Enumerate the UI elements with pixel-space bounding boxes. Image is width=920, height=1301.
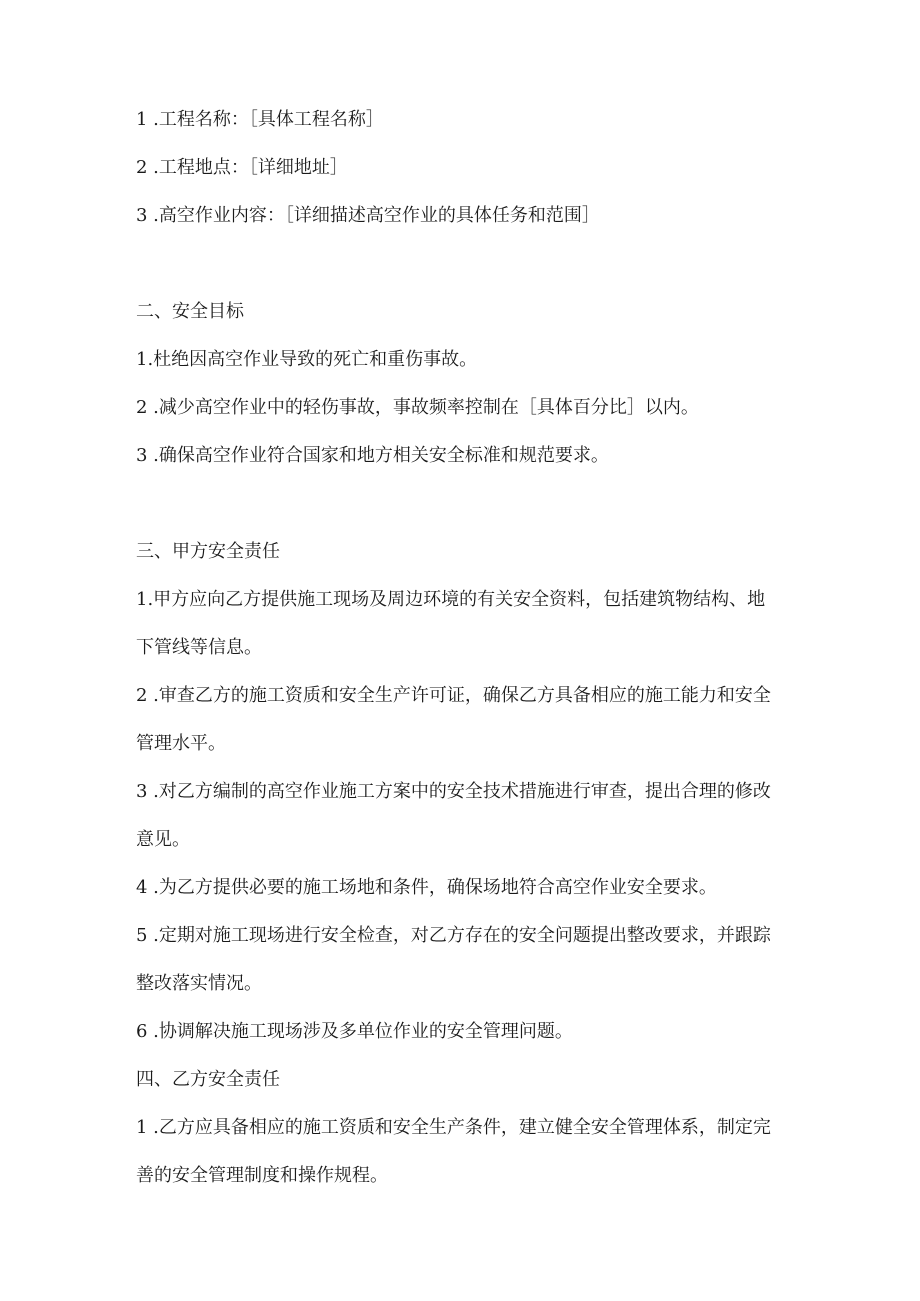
party-a-item: 4 .为乙方提供必要的施工场地和条件，确保场地符合高空作业安全要求。 [136,877,717,898]
work-content-item: 3 .高空作业内容：［详细描述高空作业的具体任务和范围］ [136,205,600,226]
section-heading-party-b: 四、乙方安全责任 [136,1069,280,1090]
party-a-item: 6 .协调解决施工现场涉及多单位作业的安全管理问题。 [136,1021,573,1042]
safety-goal-item: 3 .确保高空作业符合国家和地方相关安全标准和规范要求。 [136,445,609,466]
safety-goal-item: 1.杜绝因高空作业导致的死亡和重伤事故。 [136,349,478,370]
section-spacer [136,240,776,288]
section-heading-safety-goals: 二、安全目标 [136,301,244,322]
party-a-item: 1.甲方应向乙方提供施工现场及周边环境的有关安全资料，包括建筑物结构、地下管线等信息。 [136,589,766,658]
section-spacer [136,480,776,528]
project-name-item: 1 .工程名称：［具体工程名称］ [136,109,384,130]
party-a-item: 2 .审查乙方的施工资质和安全生产许可证，确保乙方具备相应的施工能力和安全管理水平。 [136,685,771,754]
party-a-item: 5 .定期对施工现场进行安全检查，对乙方存在的安全问题提出整改要求，并跟踪整改落实情况。 [136,925,771,994]
section-heading-party-a: 三、甲方安全责任 [136,541,280,562]
document-page [136,96,776,1200]
party-b-item: 1 .乙方应具备相应的施工资质和安全生产条件，建立健全安全管理体系，制定完善的安全管理制度和操作规程。 [136,1117,771,1186]
party-a-item: 3 .对乙方编制的高空作业施工方案中的安全技术措施进行审查，提出合理的修改意见。 [136,781,771,850]
project-location-item: 2 .工程地点：［详细地址］ [136,157,348,178]
safety-goal-item: 2 .减少高空作业中的轻伤事故，事故频率控制在［具体百分比］以内。 [136,397,699,418]
